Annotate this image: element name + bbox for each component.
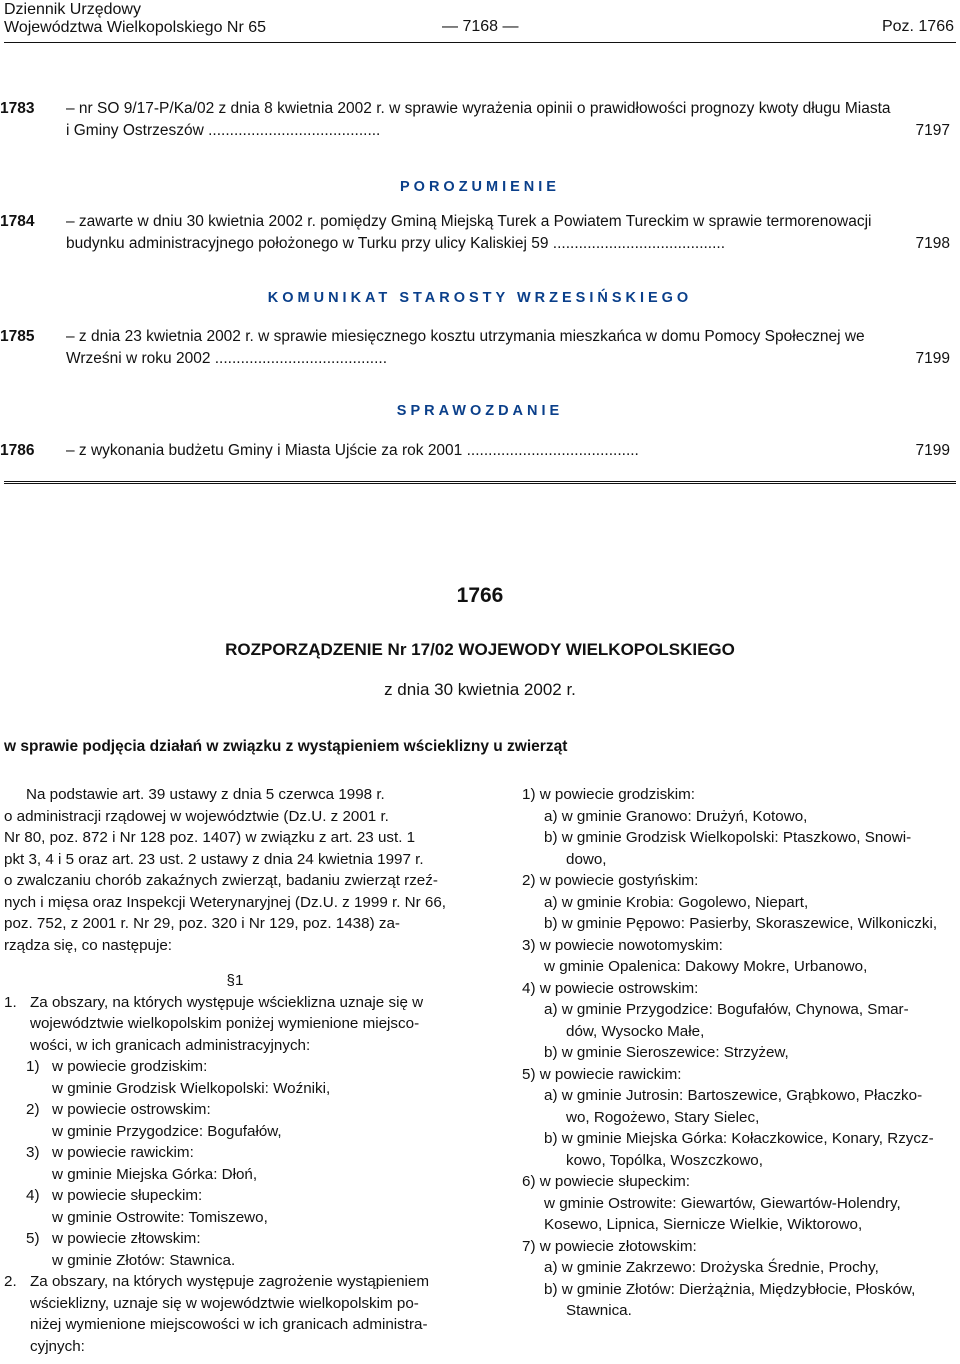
district-head: 5) w powiecie złtowskim: xyxy=(26,1230,201,1247)
right-column xyxy=(522,784,956,1322)
toc-number: 1785 xyxy=(0,328,35,345)
list-item: a) w gminie Jutrosin: Bartoszewice, Grąbkowo, Płaczko- xyxy=(544,1087,923,1104)
act-title: ROZPORZĄDZENIE Nr 17/02 WOJEWODY WIELKOPOLSKIEGO xyxy=(225,640,735,659)
toc-text: – zawarte w dniu 30 kwietnia 2002 r. pomiędzy Gminą Miejską Turek a Powiatem Tureckim w sprawie termorenowacji budynku administracyjnego położonego w Turku przy ulicy Kaliskiej 59 ........................................ xyxy=(66,213,872,252)
section-heading: SPRAWOZDANIE xyxy=(396,403,564,419)
district-body: w gminie Grodzisk Wielkopolski: Woźniki, xyxy=(52,1079,331,1097)
list-item: 6) w powiecie słupeckim: xyxy=(522,1173,690,1190)
toc-page: 7197 xyxy=(915,122,950,139)
toc-page: 7199 xyxy=(915,350,950,367)
paragraph-line: rządza się, co następuje: xyxy=(4,936,173,954)
district-head: 1) w powiecie grodziskim: xyxy=(26,1058,208,1075)
list-item: b) w gminie Grodzisk Wielkopolski: Ptaszkowo, Snowi- xyxy=(544,829,912,846)
page-header xyxy=(4,0,956,42)
toc-page: 7198 xyxy=(915,235,950,252)
list-item: 5) w powiecie rawickim: xyxy=(522,1065,682,1083)
list-item: dów, Wysocko Małe, xyxy=(566,1022,705,1040)
toc-entry[interactable] xyxy=(0,326,952,370)
list-item: 1) w powiecie grodziskim: xyxy=(522,786,696,803)
paragraph-line: nych i mięsa oraz Inspekcji Weterynaryjnej (Dz.U. z 1999 r. Nr 66, xyxy=(4,893,447,911)
paragraph-line: o administracji rządowej w województwie (Dz.U. z 2001 r. xyxy=(4,807,389,825)
toc-entry[interactable] xyxy=(0,98,952,142)
act-number: 1766 xyxy=(456,584,504,607)
list-item: b) w gminie Złotów: Dierżążnia, Międzybłocie, Płosków, xyxy=(544,1280,916,1298)
list-item: 3) w powiecie nowotomyskim: xyxy=(522,936,723,954)
district-body: w gminie Złotów: Stawnica. xyxy=(52,1251,236,1269)
act-date: z dnia 30 kwietnia 2002 r. xyxy=(384,680,576,699)
journal-title: Dziennik Urzędowy xyxy=(4,1,141,18)
list-item: Stawnica. xyxy=(566,1302,632,1319)
list-item: 7) w powiecie złotowskim: xyxy=(522,1237,697,1255)
act-subject: w sprawie podjęcia działań w związku z wystąpieniem wścieklizny u zwierząt xyxy=(4,738,568,755)
toc-text: – z dnia 23 kwietnia 2002 r. w sprawie miesięcznego kosztu utrzymania mieszkańca w domu Pomocy Społecznej we Wrześni w roku 2002 ........................................ xyxy=(66,328,865,367)
header-rule xyxy=(4,42,956,43)
position-number: Poz. 1766 xyxy=(881,18,954,35)
list-item: a) w gminie Granowo: Drużyń, Kotowo, xyxy=(544,807,808,825)
district-head: 4) w powiecie słupeckim: xyxy=(26,1187,203,1204)
page-number: — 7168 — xyxy=(442,18,519,35)
paragraph-line: poz. 752, z 2001 r. Nr 29, poz. 320 i Nr 129, poz. 1438) za- xyxy=(4,915,400,932)
toc-number: 1783 xyxy=(0,100,35,117)
toc-number: 1786 xyxy=(0,442,35,459)
district-body: w gminie Przygodzice: Bogufałów, xyxy=(52,1122,282,1140)
paragraph-line: Nr 80, poz. 872 i Nr 128 poz. 1407) w związku z art. 23 ust. 1 xyxy=(4,829,416,846)
toc-text: – z wykonania budżetu Gminy i Miasta Ujście za rok 2001 ........................................ xyxy=(66,442,639,459)
district-list xyxy=(4,1056,466,1271)
list-item: a) w gminie Zakrzewo: Drożyska Średnie, Prochy, xyxy=(544,1259,879,1276)
list-item: kowo, Topólka, Woszczkowo, xyxy=(566,1151,763,1169)
separator-rule xyxy=(4,481,956,484)
district-head: 3) w powiecie rawickim: xyxy=(26,1144,194,1161)
list-item: w gminie Opalenica: Dakowy Mokre, Urbanowo, xyxy=(544,958,868,975)
section-heading: KOMUNIKAT STAROSTY WRZESIŃSKIEGO xyxy=(267,290,693,306)
list-item: b) w gminie Sieroszewice: Strzyżew, xyxy=(544,1044,789,1061)
list-item: Kosewo, Lipnica, Siernicze Wielkie, Wiktorowo, xyxy=(544,1216,863,1233)
district-body: w gminie Ostrowite: Tomiszewo, xyxy=(52,1208,268,1226)
list-item: a) w gminie Krobia: Gogolewo, Niepart, xyxy=(544,893,809,911)
list-item: b) w gminie Pępowo: Pasierby, Skoraszewice, Wilkoniczki, xyxy=(544,915,938,932)
toc-number: 1784 xyxy=(0,213,35,230)
point-2: 2. Za obszary, na których występuje zagrożenie wystąpieniem wścieklizny, uznaje się w województwie wielkopolskim po- niżej wymienione miejscowości w ich granicach administra- cyjnych: xyxy=(4,1273,429,1355)
section-heading: POROZUMIENIE xyxy=(400,179,560,195)
left-column xyxy=(4,784,466,1357)
paragraph-line: pkt 3, 4 i 5 oraz art. 23 ust. 2 ustawy z dnia 24 kwietnia 1997 r. xyxy=(4,850,424,868)
point-1: 1. Za obszary, na których występuje wścieklizna uznaje się w województwie wielkopolskim poniżej wymienione miejsco- wości, w ich granicach administracyjnych: xyxy=(4,993,424,1054)
list-item: 2) w powiecie gostyńskim: xyxy=(522,872,699,889)
toc-entry[interactable] xyxy=(0,440,952,462)
district-body: w gminie Miejska Górka: Dłoń, xyxy=(52,1165,258,1183)
list-item: a) w gminie Przygodzice: Bogufałów, Chynowa, Smar- xyxy=(544,1001,909,1018)
list-item: 4) w powiecie ostrowskim: xyxy=(522,979,699,997)
list-item: w gminie Ostrowite: Giewartów, Giewartów-Holendry, xyxy=(544,1194,901,1212)
paragraph-line: Na podstawie art. 39 ustawy z dnia 5 czerwca 1998 r. xyxy=(26,786,385,803)
toc-page: 7199 xyxy=(915,442,950,459)
toc-text: – nr SO 9/17-P/Ka/02 z dnia 8 kwietnia 2002 r. w sprawie wyrażenia opinii o prawidłowości prognozy kwoty długu Miasta i Gminy Ostrzeszów ........................................ xyxy=(66,100,891,139)
section-sign: §1 xyxy=(226,972,244,989)
list-item: wo, Rogożewo, Stary Sielec, xyxy=(566,1108,760,1126)
list-item: b) w gminie Miejska Górka: Kołaczkowice, Konary, Rzycz- xyxy=(544,1130,934,1147)
toc-entry[interactable] xyxy=(0,211,952,255)
journal-issue: Województwa Wielkopolskiego Nr 65 xyxy=(4,19,267,36)
list-item: dowo, xyxy=(566,850,607,868)
district-head: 2) w powiecie ostrowskim: xyxy=(26,1101,211,1118)
paragraph-line: o zwalczaniu chorób zakaźnych zwierząt, badaniu zwierząt rzeź- xyxy=(4,872,438,889)
